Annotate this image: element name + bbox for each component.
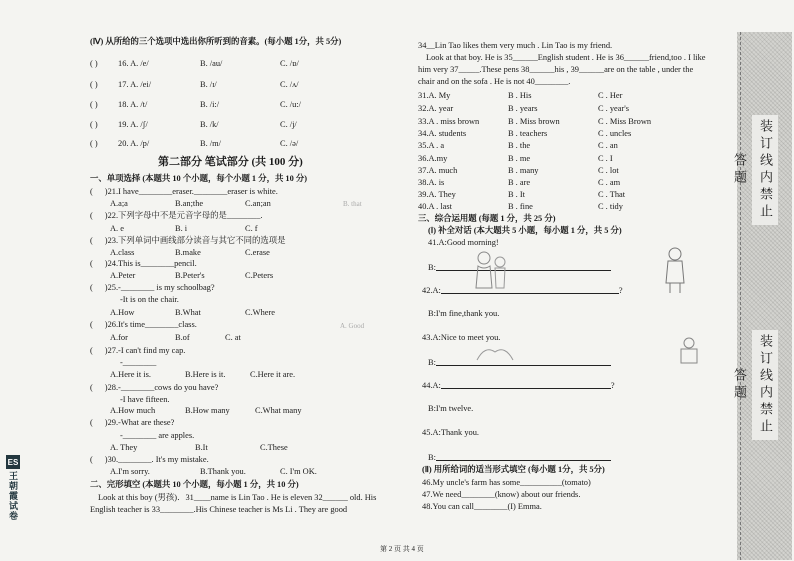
answer-bracket[interactable]: ( ) [90, 120, 98, 129]
option-c: C . lot [598, 166, 619, 175]
option-c: C.Where [245, 308, 275, 317]
dialogue-41: 41.A:Good morning! [428, 238, 499, 247]
option-a: A.How [110, 308, 135, 317]
option-b: B . Miss brown [508, 117, 560, 126]
option-c: C. at [225, 333, 241, 342]
option-a: A.Here it is. [110, 370, 151, 379]
dialogue-41-reply [428, 261, 611, 273]
option-b: B.an;the [175, 199, 204, 208]
question-mark: ? [610, 381, 615, 390]
option-b: B . His [508, 91, 532, 100]
question-46: 46.My uncle's farm has some__________(tomato) [422, 478, 591, 487]
option-a: 37.A. much [418, 166, 458, 175]
publisher-logo: ES [6, 455, 20, 469]
bleed-through-text: B. that [343, 200, 362, 208]
passage-line: Look at that boy. He is 35______English student . He is 36______friend,too . I like [426, 53, 706, 62]
option-b: B. /i:/ [200, 100, 220, 109]
question-30-text: )30.________. It's my mistake. [104, 455, 209, 464]
option-b: B.Here is it. [185, 370, 226, 379]
option-b: B.It [195, 443, 208, 452]
subsection2-heading: (Ⅱ) 用所给词的适当形式填空 (每小题 1分，共 5分) [422, 465, 605, 474]
option-c: C . year's [598, 104, 630, 113]
option-c: C . uncles [598, 129, 632, 138]
option-c: C . tidy [598, 202, 623, 211]
option-b: B.How many [185, 406, 230, 415]
question-21: ( )21.I have________eraser.________eraser is white. [90, 187, 278, 196]
option-b: B.of [175, 333, 190, 342]
answer-bracket[interactable]: ( ) [90, 80, 98, 89]
question-21-text: )21.I have________eraser.________eraser is white. [104, 187, 278, 196]
option-a: 39.A. They [418, 190, 456, 199]
question-22: ( )22.下列字母中不是元音字母的是________. [90, 211, 263, 220]
option-b: B. /m/ [200, 139, 221, 148]
dialogue-44 [422, 379, 615, 391]
option-c: C.Peters [245, 271, 274, 280]
option-a: 38.A. is [418, 178, 445, 187]
option-b: B. i [175, 224, 188, 233]
answer-bracket[interactable]: ( ) [90, 100, 98, 109]
option-a: 18. A. /t/ [118, 100, 148, 109]
speaker-label: 44.A: [422, 381, 441, 390]
cartoon-figure-illustration [470, 248, 510, 298]
option-c: C.erase [245, 248, 270, 257]
question-29-reply: -________ are apples. [120, 431, 195, 440]
question-48: 48.You can call________(I) Emma. [422, 502, 542, 511]
option-c: C. I'm OK. [280, 467, 317, 476]
option-a: A.for [110, 333, 128, 342]
answer-line[interactable] [441, 379, 611, 389]
page-footer: 第 2 页 共 4 页 [380, 545, 424, 553]
dialogue-43: 43.A:Nice to meet you. [422, 333, 501, 342]
option-b: B. /au/ [200, 59, 223, 68]
option-c: C . am [598, 178, 621, 187]
cartoon-figure-illustration [475, 340, 515, 365]
dialogue-44-reply: B:I'm twelve. [428, 404, 474, 413]
passage-line: English teacher is 33________.His Chinese teacher is Ms Li . They are good [90, 505, 348, 514]
option-a: 32.A. year [418, 104, 454, 113]
option-b: B.make [175, 248, 201, 257]
option-c: C.These [260, 443, 288, 452]
option-a: A. They [110, 443, 138, 452]
question-22-text: )22.下列字母中不是元音字母的是________. [104, 211, 263, 220]
dialogue-42 [422, 284, 623, 296]
question-27: ( )27.-I can't find my cap. [90, 346, 186, 355]
option-c: C . Miss Brown [598, 117, 652, 126]
passage-line: Look at this boy (男孩)．31____name is Lin Tao . He is eleven 32______ old. His [98, 493, 377, 502]
question-29: ( )29.-What are these? [90, 418, 175, 427]
option-a: A.How much [110, 406, 156, 415]
cartoon-figure-illustration [675, 335, 703, 365]
option-a: A.I'm sorry. [110, 467, 150, 476]
question-25-text: )25.-________ is my schoolbag? [104, 283, 215, 292]
option-b: B . years [508, 104, 538, 113]
bleed-through-text: A. Good [340, 322, 365, 330]
question-27-text: )27.-I can't find my cap. [104, 346, 186, 355]
option-b: B . are [508, 178, 531, 187]
option-a: A.Peter [110, 271, 136, 280]
question-24-text: )24.This is________pencil. [104, 259, 197, 268]
question-23-text: )23.下列单词中画线部分读音与其它不同的选项是 [104, 236, 286, 245]
option-b: B . me [508, 154, 531, 163]
option-b: B . many [508, 166, 539, 175]
question-25-reply: -It is on the chair. [120, 295, 179, 304]
option-b: B.Peter's [175, 271, 205, 280]
option-a: 31.A. My [418, 91, 451, 100]
subsection1-heading: (Ⅰ) 补全对话 (本大题共 5 小题，每小题 1 分，共 5 分) [428, 226, 622, 235]
question-27-reply: -________ [120, 358, 157, 367]
passage-line: him very 37_____.These pens 38______his , 39______are on the table , under the [418, 65, 694, 74]
option-b: B . teachers [508, 129, 548, 138]
question-47: 47.We need________(know) about our friends. [422, 490, 581, 499]
answer-line[interactable] [436, 356, 611, 366]
question-29-text: )29.-What are these? [104, 418, 175, 427]
option-a: 16. A. /e/ [118, 59, 149, 68]
option-b: B . It [508, 190, 525, 199]
publisher-stamp [6, 455, 20, 545]
part2-title: 第二部分 笔试部分 (共 100 分) [158, 156, 303, 168]
option-c: C. /ɒ/ [280, 59, 299, 68]
dialogue-45: 45.A:Thank you. [422, 428, 479, 437]
dialogue-43-reply [428, 356, 611, 368]
option-a: 33.A . miss brown [418, 117, 480, 126]
section2-heading: 二、完形填空 (本题共 10 个小题，每小题 1 分，共 10 分) [90, 480, 299, 489]
option-c: C. /ʌ/ [280, 80, 299, 89]
option-a: 17. A. /ei/ [118, 80, 152, 89]
option-b: B. /ɪ/ [200, 80, 217, 89]
publisher-label: 王朝霞试卷 [8, 471, 18, 521]
binding-notice-top: 装订线内禁止答题 [752, 115, 778, 225]
option-a: 20. A. /p/ [118, 139, 150, 148]
option-b: B. /k/ [200, 120, 219, 129]
question-25: ( )25.-________ is my schoolbag? [90, 283, 215, 292]
question-24: ( )24.This is________pencil. [90, 259, 197, 268]
question-26: ( )26.It's time________class. [90, 320, 197, 329]
dialogue-42-reply: B:I'm fine,thank you. [428, 309, 500, 318]
option-b: B . the [508, 141, 531, 150]
option-a: 34.A. students [418, 129, 467, 138]
option-b: B . fine [508, 202, 533, 211]
answer-bracket[interactable]: ( ) [90, 59, 98, 68]
binding-margin [737, 32, 792, 560]
option-c: C . Her [598, 91, 623, 100]
answer-line[interactable] [436, 451, 611, 461]
section1-heading: 一、单项选择 (本题共 10 个小题，每个小题 1 分，共 10 分) [90, 174, 308, 183]
option-c: C . I [598, 154, 613, 163]
binding-notice-bottom: 装订线内禁止答题 [752, 330, 778, 440]
section4-heading: (Ⅳ) 从所给的三个选项中选出你所听到的音素。(每小题 1分，共 5分) [90, 37, 342, 46]
option-b: B.Thank you. [200, 467, 246, 476]
option-c: C. /j/ [280, 120, 297, 129]
option-a: 40.A . last [418, 202, 452, 211]
option-a: A.class [110, 248, 135, 257]
option-a: 19. A. /ʃ/ [118, 120, 148, 129]
speaker-label: B: [428, 358, 436, 367]
dialogue-45-reply [428, 451, 611, 463]
speaker-label: 42.A: [422, 286, 441, 295]
question-26-text: )26.It's time________class. [104, 320, 197, 329]
question-30: ( )30.________. It's my mistake. [90, 455, 209, 464]
question-28-text: )28.-________cows do you have? [104, 383, 219, 392]
option-c: C.What many [255, 406, 302, 415]
option-a: 36.A.my [418, 154, 448, 163]
option-c: C . an [598, 141, 618, 150]
question-23: ( )23.下列单词中画线部分读音与其它不同的选项是 [90, 236, 286, 245]
section3-heading: 三、综合运用题 (每题 1 分，共 25 分) [418, 214, 556, 223]
option-c: C.Here it are. [250, 370, 296, 379]
answer-bracket[interactable]: ( ) [90, 139, 98, 148]
cartoon-figure-illustration [660, 245, 690, 295]
answer-line[interactable] [441, 284, 619, 294]
option-a: A. e [110, 224, 124, 233]
question-mark: ? [618, 286, 623, 295]
option-a: 35.A . a [418, 141, 445, 150]
passage-line: chair and on the sofa . He is not 40________. [418, 77, 571, 86]
option-c: C.an;an [245, 199, 271, 208]
question-28: ( )28.-________cows do you have? [90, 383, 219, 392]
binding-dashed-line [740, 32, 741, 560]
option-c: C. /u:/ [280, 100, 301, 109]
answer-line[interactable] [436, 261, 611, 271]
speaker-label: B: [428, 263, 436, 272]
option-c: C. f [245, 224, 258, 233]
speaker-label: B: [428, 453, 436, 462]
passage-line: 34__Lin Tao likes them very much . Lin Tao is my friend. [418, 41, 613, 50]
option-c: C. /ə/ [280, 139, 299, 148]
option-b: B.What [175, 308, 201, 317]
question-28-reply: -I have fifteen. [120, 395, 170, 404]
option-c: C . That [598, 190, 626, 199]
option-a: A.a;a [110, 199, 128, 208]
